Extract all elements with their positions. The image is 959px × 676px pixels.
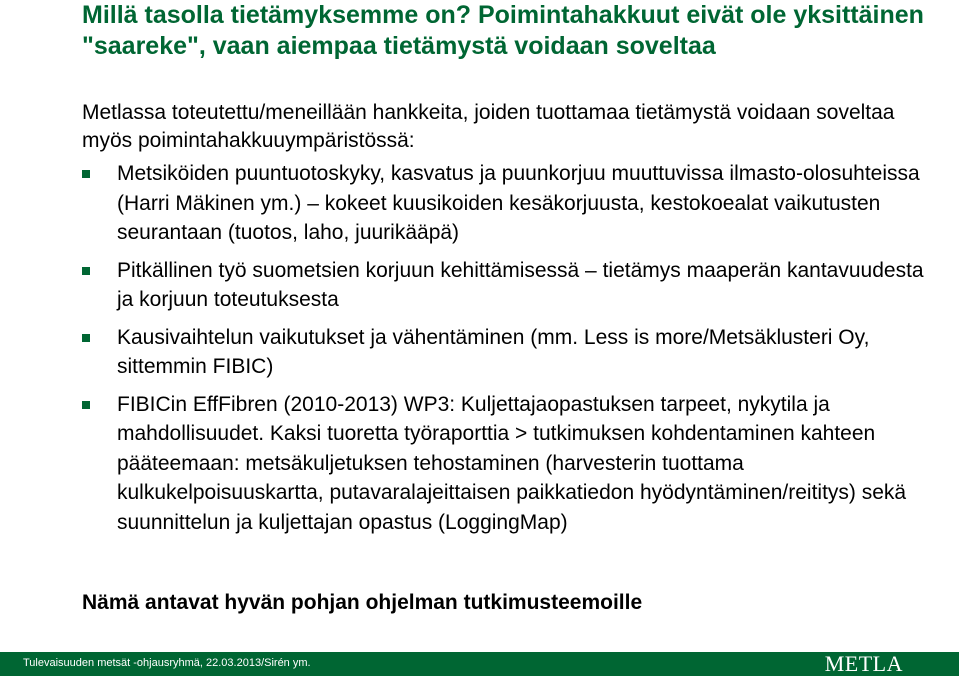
metla-logo: METLA: [824, 651, 903, 676]
bullet-text: FIBICin EffFibren (2010-2013) WP3: Kuljettajaopastuksen tarpeet, nykytila ja mahdollisuudet. Kaksi tuoretta työraporttia > tutkimuksen kohdentaminen kahteen pääteemaan: metsäkuljetuksen tehostaminen (harvesterin tuottama kulkukelpoisuuskartta, putavaralajeittaisen paikkatiedon hyödyntäminen/reititys) sekä suunnittelun ja kuljettajan opastus (LoggingMap): [117, 392, 907, 534]
bullet-item: [82, 390, 942, 538]
bullet-item: [82, 256, 942, 315]
footer-text: Tulevaisuuden metsät -ohjausryhmä, 22.03.2013/Sirén ym.: [23, 657, 311, 669]
intro-text: Metlassa toteutettu/meneillään hankkeita, joiden tuottamaa tietämystä voidaan soveltaa myös poimintahakkuuympäristössä:: [82, 101, 895, 152]
bullet-text: Pitkällinen työ suometsien korjuun kehittämisessä – tietämys maaperän kantavuudesta ja korjuun toteutuksesta: [117, 258, 924, 311]
bullet-text: Kausivaihtelun vaikutukset ja vähentäminen (mm. Less is more/Metsäklusteri Oy, sittemmin FIBIC): [117, 325, 870, 378]
bullet-text: Metsiköiden puuntuotoskyky, kasvatus ja puunkorjuu muuttuvissa ilmasto-olosuhteissa (Harri Mäkinen ym.) – kokeet kuusikoiden kesäkorjuusta, kestokoealat vaikutusten seurantaan (tuotos, laho, juurikääpä): [117, 162, 920, 244]
square-bullet-icon: [82, 267, 90, 275]
slide-title: Millä tasolla tietämyksemme on? Poimintahakkuut eivät ole yksittäinen "saareke", vaan aiempaa tietämystä voidaan soveltaa: [82, 1, 924, 60]
bullet-item: [82, 323, 942, 382]
square-bullet-icon: [82, 170, 90, 178]
closing-statement: Nämä antavat hyvän pohjan ohjelman tutkimusteemoille: [82, 591, 643, 614]
footer-bar: [0, 652, 959, 676]
bullet-list: [82, 159, 942, 537]
square-bullet-icon: [82, 334, 90, 342]
square-bullet-icon: [82, 401, 90, 409]
bullet-item: [82, 159, 942, 248]
